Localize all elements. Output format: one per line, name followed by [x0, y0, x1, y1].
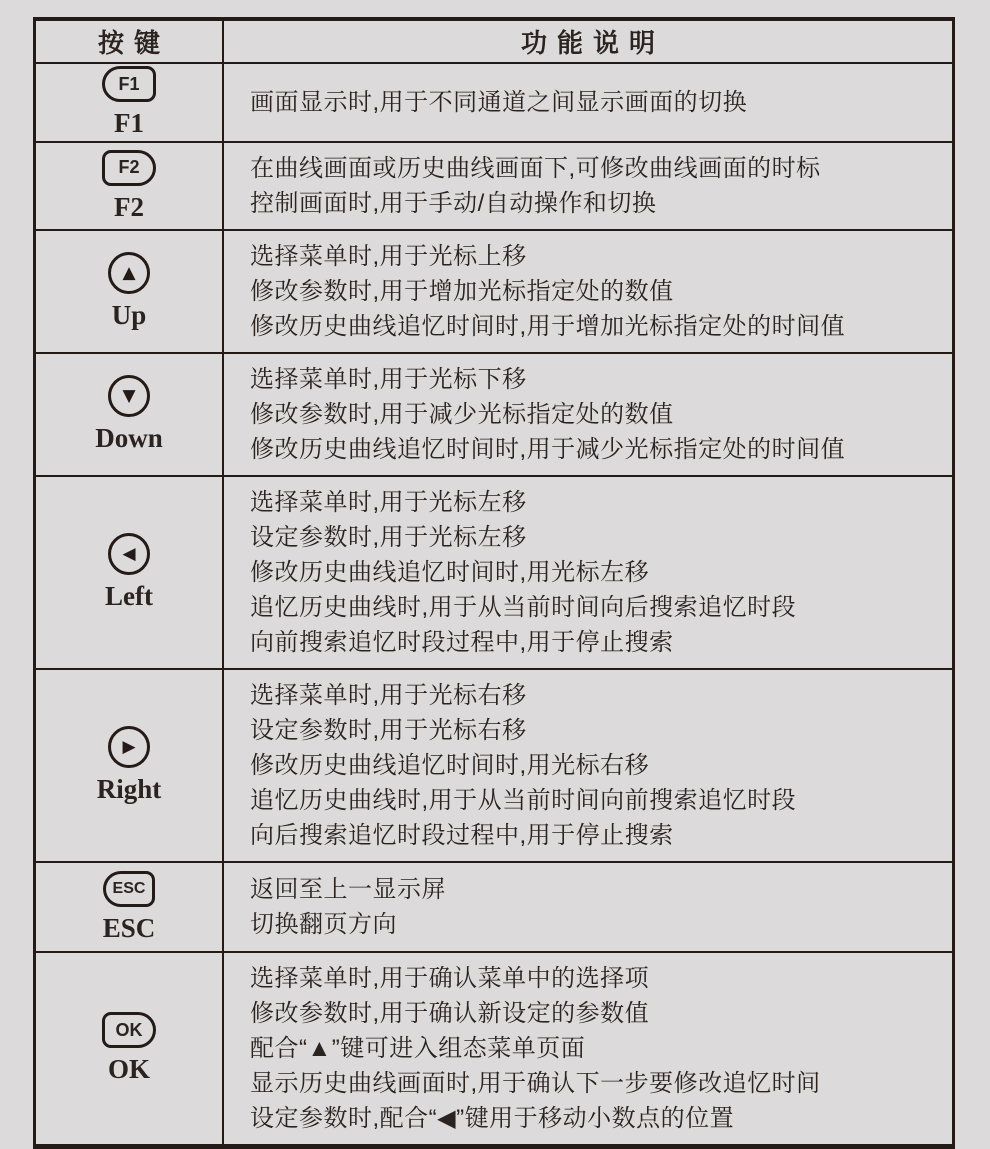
table-row-left [36, 475, 952, 668]
desc-line: 修改参数时,用于确认新设定的参数值 [250, 1000, 650, 1027]
header-key-label: 按键 [97, 28, 170, 58]
down-key-cell [36, 354, 224, 475]
left-desc-cell [224, 477, 952, 668]
left-key-cell [36, 477, 224, 668]
desc-line: 选择菜单时,用于光标右移 [250, 682, 527, 709]
desc-line: 修改参数时,用于减少光标指定处的数值 [250, 401, 674, 428]
table-row-f1 [36, 62, 952, 141]
f2-keycap-text: F2 [118, 157, 140, 178]
f1-key-label: F1 [114, 108, 144, 139]
header-key-column [36, 21, 224, 62]
desc-line: 追忆历史曲线时,用于从当前时间向后搜索追忆时段 [250, 594, 797, 621]
ok-key-cell [36, 953, 224, 1144]
right-key-label: Right [96, 774, 162, 805]
esc-key-cell [36, 863, 224, 951]
desc-line: 追忆历史曲线时,用于从当前时间向前搜索追忆时段 [250, 787, 797, 814]
right-key-cell [36, 670, 224, 861]
ok-keycap-text: OK [115, 1019, 143, 1040]
up-key-cell [36, 231, 224, 352]
desc-line: 修改历史曲线追忆时间时,用光标右移 [250, 752, 650, 779]
key-function-table [33, 17, 955, 1149]
table-row-down [36, 352, 952, 475]
f1-keycap-icon [102, 66, 156, 102]
f1-key-cell [36, 64, 224, 141]
desc-line: 向前搜索追忆时段过程中,用于停止搜索 [250, 629, 674, 656]
desc-line: 修改历史曲线追忆时间时,用于增加光标指定处的时间值 [250, 313, 846, 340]
desc-line: 选择菜单时,用于确认菜单中的选择项 [250, 965, 650, 992]
desc-line: 在曲线画面或历史曲线画面下,可修改曲线画面的时标 [250, 155, 821, 182]
f2-keycap-icon [102, 150, 156, 186]
table-row-up [36, 229, 952, 352]
desc-line: 设定参数时,用于光标右移 [250, 717, 527, 744]
table-header-row [36, 21, 952, 62]
desc-line: 设定参数时,配合“◀”键用于移动小数点的位置 [250, 1105, 735, 1132]
desc-line: 设定参数时,用于光标左移 [250, 524, 527, 551]
desc-line: 返回至上一显示屏 [250, 876, 446, 903]
desc-line: 修改历史曲线追忆时间时,用光标左移 [250, 559, 650, 586]
up-arrow-key-icon [108, 252, 150, 294]
f2-key-label: F2 [114, 191, 144, 222]
ok-key-label: OK [107, 1054, 150, 1085]
header-desc-label: 功能说明 [520, 28, 665, 58]
esc-keycap-text: ESC [112, 879, 146, 897]
right-desc-cell [224, 670, 952, 861]
desc-line: 修改参数时,用于增加光标指定处的数值 [250, 278, 674, 305]
desc-line: 选择菜单时,用于光标左移 [250, 489, 527, 516]
table-row-ok [36, 951, 952, 1144]
esc-keycap-icon [103, 871, 156, 907]
right-arrow-key-icon [108, 726, 150, 768]
f2-desc-cell [224, 143, 952, 229]
table-row-esc [36, 861, 952, 951]
desc-line: 选择菜单时,用于光标上移 [250, 243, 527, 270]
f2-key-cell [36, 143, 224, 229]
desc-line: 选择菜单时,用于光标下移 [250, 366, 527, 393]
down-arrow-icon: ▼ [122, 385, 136, 406]
desc-line: 控制画面时,用于手动/自动操作和切换 [250, 190, 657, 217]
down-arrow-key-icon [108, 375, 150, 417]
table-row-f2 [36, 141, 952, 229]
desc-line: 向后搜索追忆时段过程中,用于停止搜索 [250, 822, 674, 849]
desc-line: 修改历史曲线追忆时间时,用于减少光标指定处的时间值 [250, 436, 846, 463]
desc-line: 切换翻页方向 [250, 911, 397, 938]
up-desc-cell [224, 231, 952, 352]
f1-desc-cell [224, 64, 952, 141]
left-key-label: Left [105, 581, 153, 612]
left-arrow-key-icon [108, 533, 150, 575]
down-desc-cell [224, 354, 952, 475]
ok-keycap-icon [102, 1012, 156, 1048]
f1-keycap-text: F1 [118, 73, 140, 94]
left-arrow-icon: ◀ [122, 543, 136, 564]
right-arrow-icon: ▶ [122, 736, 136, 757]
esc-desc-cell [224, 863, 952, 951]
up-arrow-icon: ▲ [122, 262, 136, 283]
desc-line: 配合“▲”键可进入组态菜单页面 [250, 1035, 586, 1062]
header-desc-column [224, 21, 952, 62]
esc-key-label: ESC [102, 912, 156, 943]
ok-desc-cell [224, 953, 952, 1144]
down-key-label: Down [95, 423, 163, 454]
table-row-right [36, 668, 952, 861]
desc-line: 画面显示时,用于不同通道之间显示画面的切换 [250, 89, 748, 116]
up-key-label: Up [111, 300, 147, 331]
desc-line: 显示历史曲线画面时,用于确认下一步要修改追忆时间 [250, 1070, 821, 1097]
